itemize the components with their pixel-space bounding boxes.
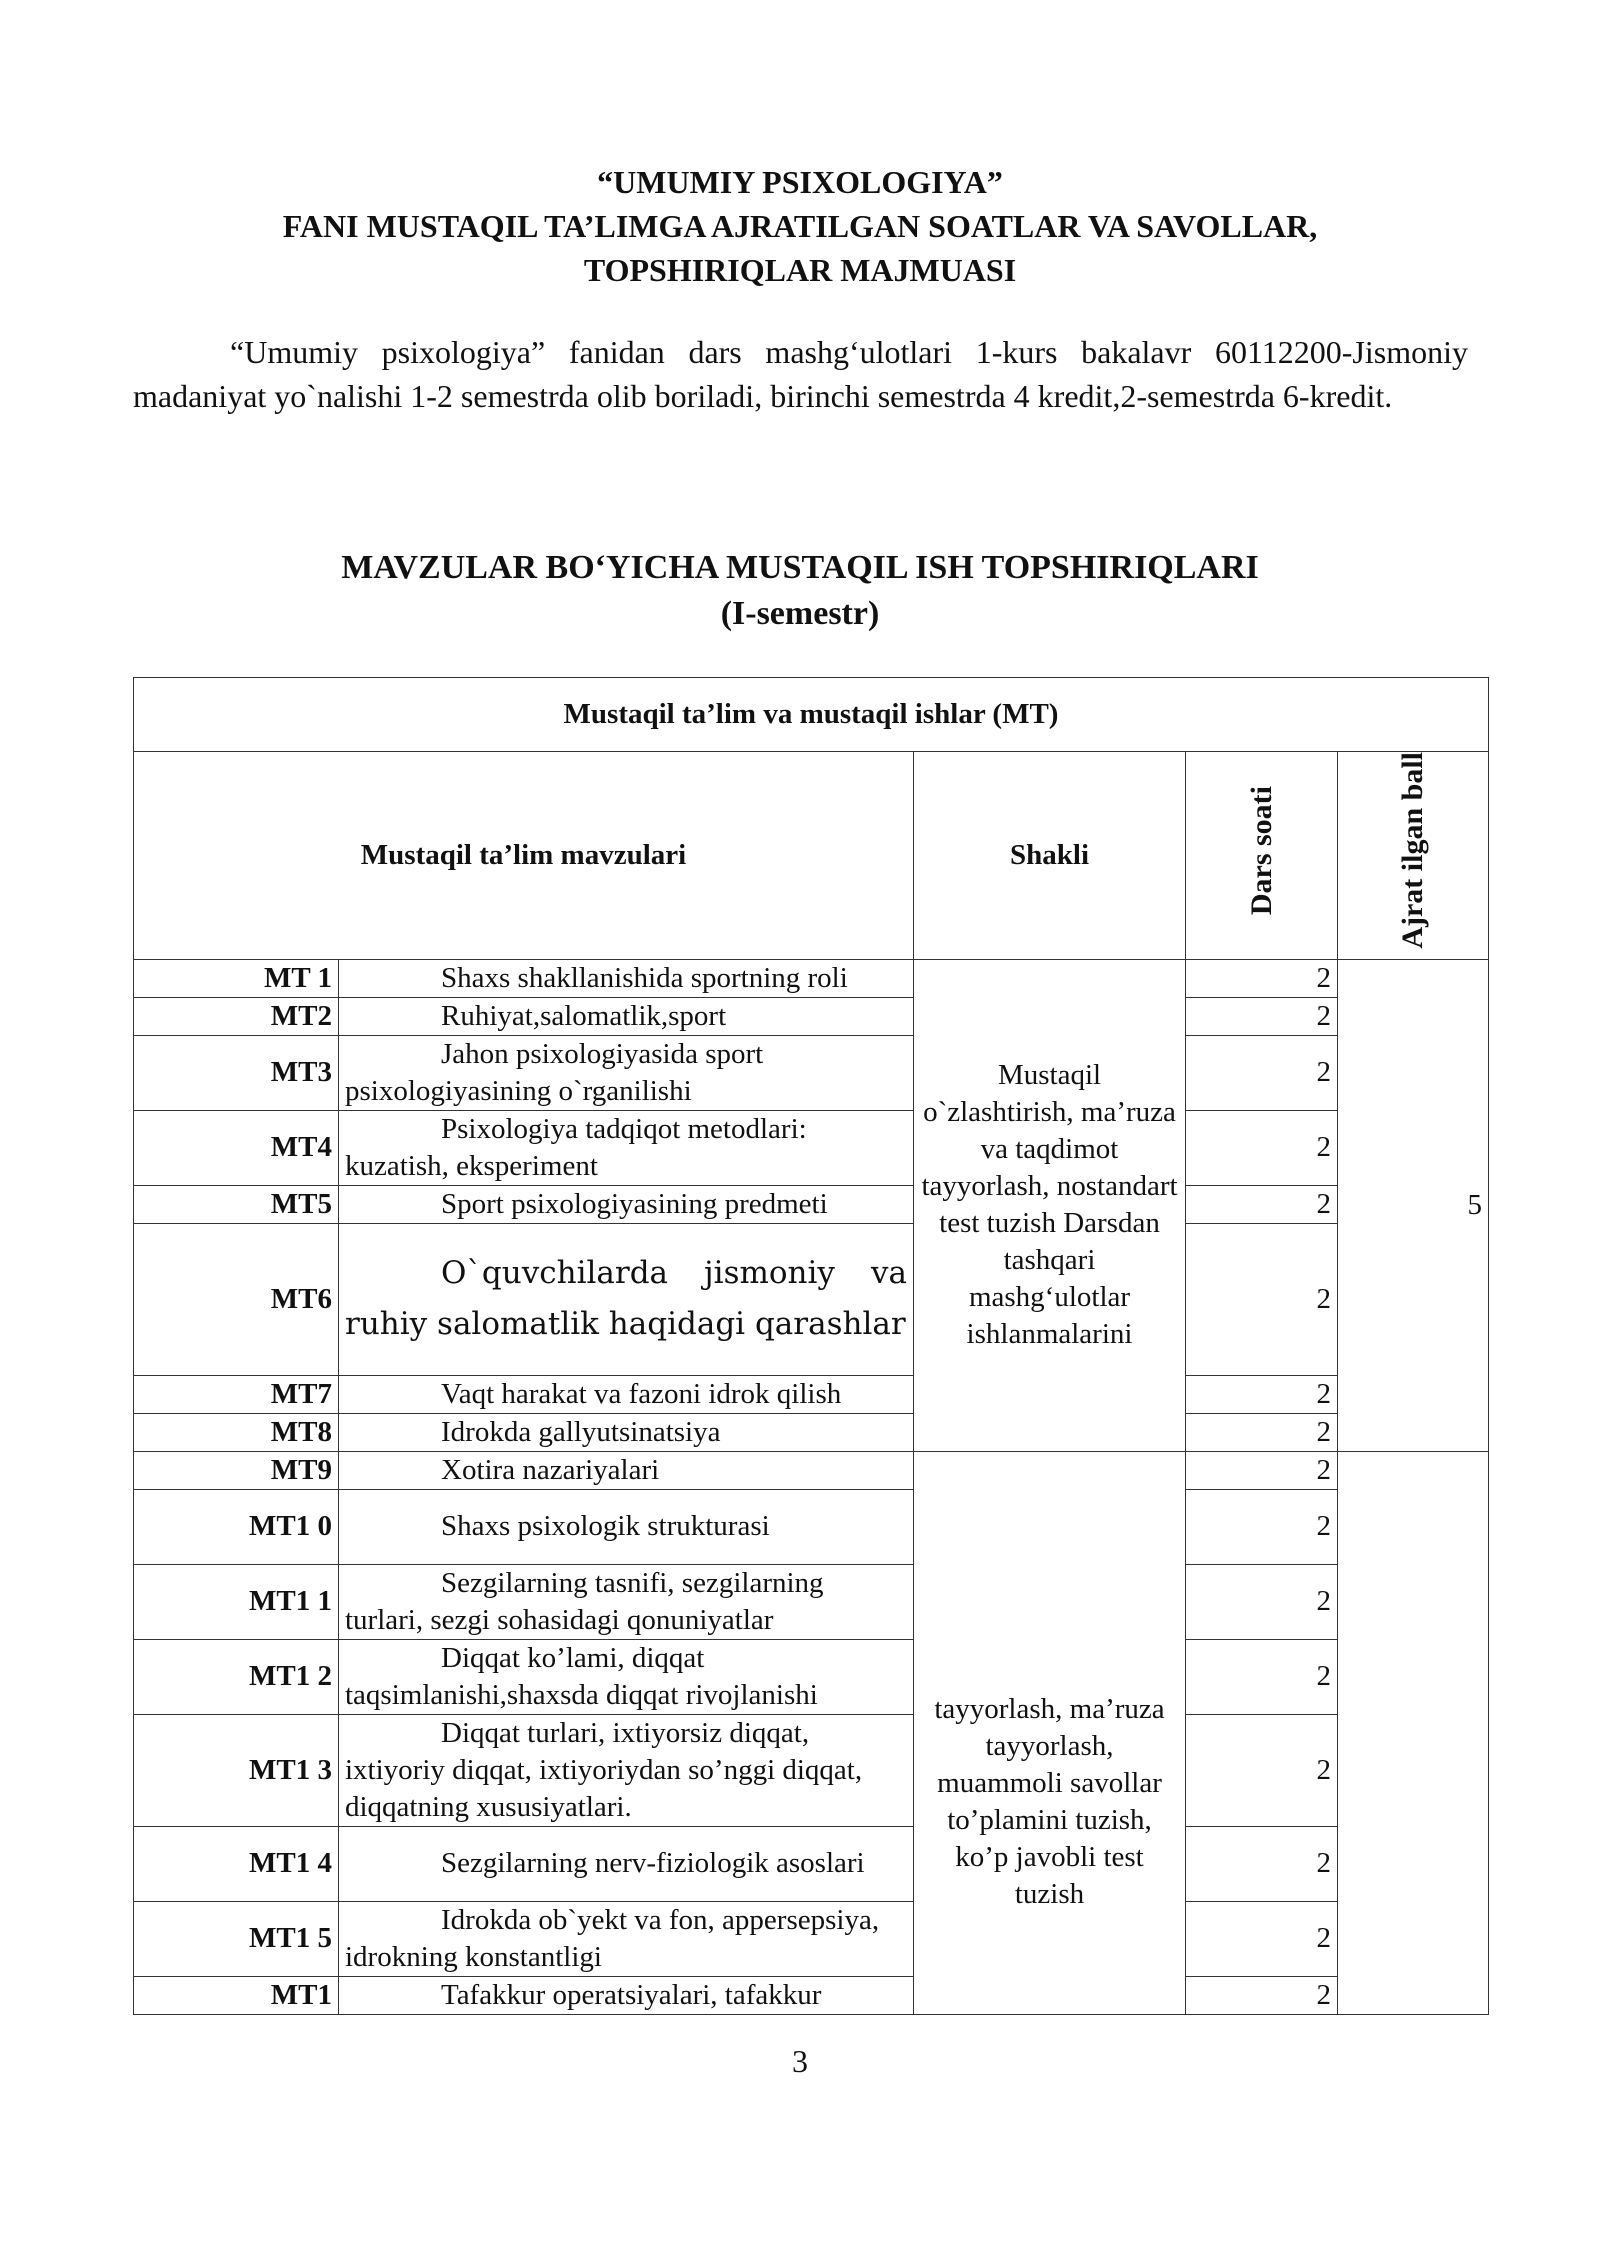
table-row — [134, 1413, 1489, 1451]
table-row — [134, 959, 1489, 997]
row-code: MT8 — [134, 1413, 339, 1451]
score-group-2 — [1338, 1451, 1489, 2014]
row-hours: 2 — [1186, 1375, 1338, 1413]
row-hours: 2 — [1186, 1110, 1338, 1185]
row-topic: Shaxs psixologik strukturasi — [339, 1489, 914, 1564]
row-topic: Jahon psixologiyasida sport psixologiyasining o`rganilishi — [339, 1035, 914, 1110]
row-code: MT1 2 — [134, 1639, 339, 1714]
table-row — [134, 1035, 1489, 1110]
page-number: 3 — [792, 2043, 808, 2079]
title-line-2: FANI MUSTAQIL TA’LIMGA AJRATILGAN SOATLAR VA SAVOLLAR, — [282, 208, 1318, 244]
row-code: MT1 — [134, 1976, 339, 2014]
row-topic: Sezgilarning nerv-fiziologik asoslari — [339, 1826, 914, 1901]
table-caption: Mustaqil ta’lim va mustaqil ishlar (MT) — [134, 678, 1489, 752]
form-group-2: tayyorlash, ma’ruza tayyorlash, muammoli savollar to’plamini tuzish, ko’p javobli test tuzish — [914, 1451, 1186, 2014]
row-topic: Ruhiyat,salomatlik,sport — [339, 997, 914, 1035]
row-code: MT1 5 — [134, 1901, 339, 1976]
row-topic: Psixologiya tadqiqot metodlari: kuzatish, eksperiment — [339, 1110, 914, 1185]
table-row — [134, 1451, 1489, 1489]
row-topic: Vaqt harakat va fazoni idrok qilish — [339, 1375, 914, 1413]
score-group-1: 5 — [1338, 959, 1489, 1451]
row-topic: Tafakkur operatsiyalari, tafakkur — [339, 1976, 914, 2014]
row-hours: 2 — [1186, 1413, 1338, 1451]
table-row — [134, 1375, 1489, 1413]
table-row — [134, 1639, 1489, 1714]
row-code: MT 1 — [134, 959, 339, 997]
row-topic: Diqqat ko’lami, diqqat taqsimlanishi,shaxsda diqqat rivojlanishi — [339, 1639, 914, 1714]
row-code: MT1 1 — [134, 1564, 339, 1639]
row-code: MT3 — [134, 1035, 339, 1110]
row-hours: 2 — [1186, 1714, 1338, 1826]
row-hours: 2 — [1186, 1451, 1338, 1489]
row-hours: 2 — [1186, 1564, 1338, 1639]
table-row — [134, 1714, 1489, 1826]
section-title: MAVZULAR BO‘YICHA MUSTAQIL ISH TOPSHIRIQLARI — [341, 549, 1259, 586]
table-row — [134, 1489, 1489, 1564]
intro-paragraph: “Umumiy psixologiya” fanidan dars mashg‘ulotlari 1-kurs bakalavr 60112200-Jismoniy madaniyat yo`nalishi 1-2 semestrda olib boriladi, birinchi semestrda 4 kredit,2-semestrda 6-kredit. — [133, 334, 1468, 414]
row-hours: 2 — [1186, 959, 1338, 997]
row-hours: 2 — [1186, 1489, 1338, 1564]
table-header-row — [134, 752, 1489, 960]
row-hours: 2 — [1186, 1826, 1338, 1901]
row-topic: Sezgilarning tasnifi, sezgilarning turlari, sezgi sohasidagi qonuniyatlar — [339, 1564, 914, 1639]
header-hours — [1186, 752, 1338, 960]
table-row — [134, 1826, 1489, 1901]
row-hours: 2 — [1186, 997, 1338, 1035]
title-line-3: TOPSHIRIQLAR MAJMUASI — [583, 252, 1017, 288]
form-group-1: Mustaqil o`zlashtirish, ma’ruza va taqdimot tayyorlash, nostandart test tuzish Darsdan tashqari mashg‘ulotlar ishlanmalarini — [914, 959, 1186, 1451]
document-title — [0, 160, 1600, 292]
row-code: MT5 — [134, 1185, 339, 1223]
row-topic: Shaxs shakllanishida sportning roli — [339, 959, 914, 997]
row-topic: Idrokda gallyutsinatsiya — [339, 1413, 914, 1451]
row-code: MT6 — [134, 1223, 339, 1375]
table-caption-row — [134, 678, 1489, 752]
row-code: MT7 — [134, 1375, 339, 1413]
title-line-1: “UMUMIY PSIXOLOGIYA” — [597, 164, 1003, 200]
table-row — [134, 1564, 1489, 1639]
table-row — [134, 997, 1489, 1035]
section-subtitle: (I-semestr) — [720, 595, 880, 632]
row-hours: 2 — [1186, 1976, 1338, 2014]
table-row — [134, 1976, 1489, 2014]
header-score — [1338, 752, 1489, 960]
row-code: MT2 — [134, 997, 339, 1035]
row-code: MT4 — [134, 1110, 339, 1185]
table-row — [134, 1110, 1489, 1185]
row-topic: Diqqat turlari, ixtiyorsiz diqqat, ixtiyoriy diqqat, ixtiyoriydan so’nggi diqqat, diqqatning xususiyatlari. — [339, 1714, 914, 1826]
table-row — [134, 1223, 1489, 1375]
row-topic: Xotira nazariyalari — [339, 1451, 914, 1489]
header-score-label: Ajrat ilgan ball — [1396, 752, 1429, 949]
header-form: Shakli — [914, 752, 1186, 960]
row-hours: 2 — [1186, 1639, 1338, 1714]
header-hours-label: Dars soati — [1244, 785, 1278, 915]
row-topic: Idrokda ob`yekt va fon, appersepsiya, idrokning konstantligi — [339, 1901, 914, 1976]
table-row — [134, 1185, 1489, 1223]
row-hours: 2 — [1186, 1035, 1338, 1110]
row-hours: 2 — [1186, 1223, 1338, 1375]
row-topic: Sport psixologiyasining predmeti — [339, 1185, 914, 1223]
row-code: MT1 4 — [134, 1826, 339, 1901]
row-code: MT1 3 — [134, 1714, 339, 1826]
section-heading — [0, 545, 1600, 637]
table-row — [134, 1901, 1489, 1976]
header-topics: Mustaqil ta’lim mavzulari — [134, 752, 914, 960]
row-hours: 2 — [1186, 1185, 1338, 1223]
row-code: MT1 0 — [134, 1489, 339, 1564]
independent-work-table — [133, 677, 1489, 2015]
row-code: MT9 — [134, 1451, 339, 1489]
row-hours: 2 — [1186, 1901, 1338, 1976]
row-topic: O`quvchilarda jismoniy va ruhiy salomatlik haqidagi qarashlar — [339, 1223, 914, 1375]
